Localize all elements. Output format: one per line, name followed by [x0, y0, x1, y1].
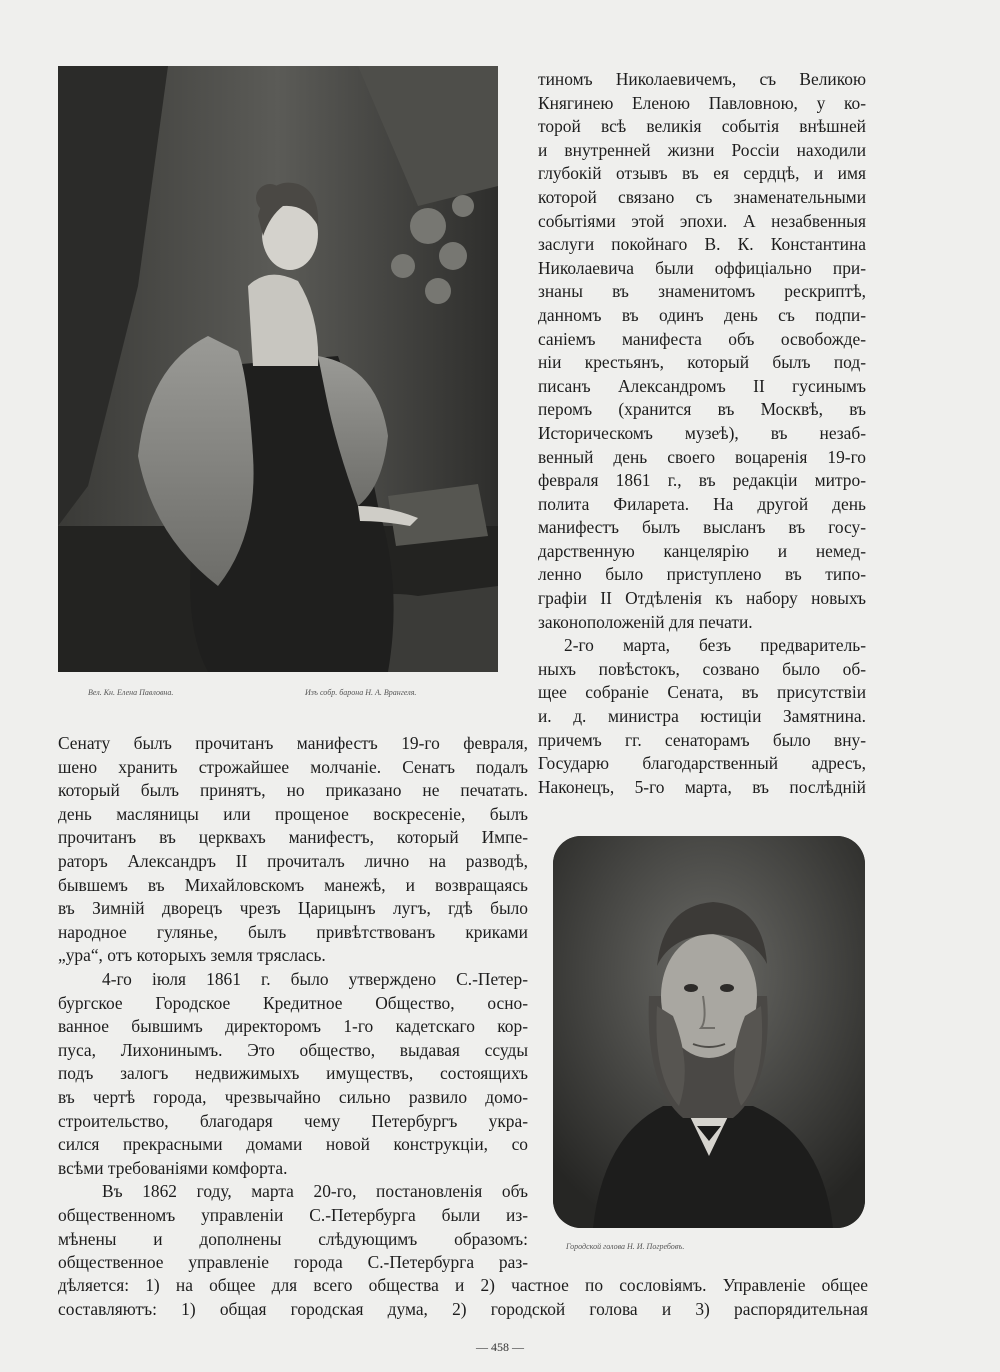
- text-line: составляютъ: 1) общая городская дума, 2) городской голова и 3) распорядительная: [58, 1298, 868, 1319]
- left-column-text-b: [58, 968, 528, 1275]
- text-line: Въ 1862 году, марта 20-го, постановленія объ: [102, 1181, 528, 1202]
- text-line: 4-го іюля 1861 г. было утверждено С.-Петер-: [102, 969, 528, 989]
- text-line: прочитанъ въ церквахъ манифестъ, который Импе-: [58, 827, 528, 848]
- text-line: знаны въ знаменитомъ рескриптѣ,: [538, 281, 866, 302]
- portrait-pogrebov-engraving: [553, 836, 865, 1228]
- text-line: который былъ принятъ, но приказано не печатать.: [58, 780, 528, 801]
- text-line: бывшемъ въ Михайловскомъ манежѣ, и возвращаясь: [58, 874, 528, 895]
- text-line: народное гулянье, былъ привѣтствованъ криками: [58, 921, 528, 942]
- text-line: событіями этой эпохи. А незабвенныя: [538, 210, 866, 231]
- text-line: причемъ гг. сенаторамъ было вну-: [538, 729, 866, 750]
- text-line: Государю благодарственный адресъ,: [538, 753, 866, 774]
- text-line: перомъ (хранится въ Москвѣ, въ: [538, 399, 866, 420]
- text-line: въ чертѣ города, чрезвычайно сильно развило домо-: [58, 1086, 528, 1107]
- text-line: шено хранить строжайшее молчаніе. Сенатъ подалъ: [58, 756, 528, 777]
- bottom-full-width-text: [58, 1274, 868, 1321]
- text-line: въ Зимній дворецъ чрезъ Царицынъ лугъ, гдѣ было: [58, 898, 528, 919]
- text-line: графіи II Отдѣленія къ набору новыхъ: [538, 588, 866, 609]
- text-line: тиномъ Николаевичемъ, съ Великою: [538, 69, 866, 89]
- portrait-elena-pavlovna: [58, 66, 498, 672]
- text-line: пуса, Лихонинымъ. Это общество, выдавая ссуды: [58, 1039, 528, 1060]
- text-line: общественное управленіе города С.-Петербурга раз-: [58, 1252, 528, 1273]
- text-line: данномъ въ одинъ день съ подпи-: [538, 304, 866, 325]
- text-line: Николаевича были оффиціально при-: [538, 257, 866, 278]
- text-line: саніемъ манифеста объ освобожде-: [538, 328, 866, 349]
- text-line: 2-го марта, безъ предваритель-: [564, 635, 866, 656]
- text-line: и. д. министра юстиціи Замятнина.: [538, 706, 866, 727]
- text-line: бургское Городское Кредитное Общество, осно-: [58, 992, 528, 1013]
- text-line: дарственную канцелярію и немед-: [538, 540, 866, 561]
- text-line: Сенату былъ прочитанъ манифестъ 19-го февраля,: [58, 733, 528, 753]
- text-line: общественномъ управленіи С.-Петербурга были из-: [58, 1204, 528, 1225]
- portrait2-caption: Городской голова Н. И. Погребовъ.: [566, 1242, 685, 1251]
- portrait1-caption-source: Изъ собр. барона Н. А. Врангеля.: [305, 688, 417, 697]
- text-line: Историческомъ музеѣ), въ незаб-: [538, 422, 866, 443]
- text-line: день масляницы или прощеное воскресеніе, былъ: [58, 803, 528, 824]
- text-line: ленно было приступлено въ типо-: [538, 564, 866, 585]
- text-line: раторъ Александръ II прочиталъ лично на разводѣ,: [58, 850, 528, 871]
- text-line: торой всѣ великія событія внѣшней: [538, 116, 866, 137]
- text-line: и внутренней жизни Россіи находили: [538, 139, 866, 160]
- text-line: ніи крестьянъ, который былъ под-: [538, 352, 866, 373]
- portrait-pogrebov: [553, 836, 865, 1228]
- text-line: Наконецъ, 5-го марта, въ послѣдній: [538, 776, 866, 797]
- text-line: которой связано съ знаменательными: [538, 186, 866, 207]
- text-line: дѣляется: 1) на общее для всего общества и 2) частное по сословіямъ. Управленіе общее: [58, 1275, 868, 1295]
- text-line: ванное бывшимъ директоромъ 1-го кадетскаго кор-: [58, 1016, 528, 1037]
- portrait-elena-pavlovna-engraving: [58, 66, 498, 672]
- page-number: — 458 —: [476, 1340, 524, 1354]
- portrait1-caption-name: Вел. Кн. Елена Павловна.: [88, 688, 174, 697]
- text-line: строительство, благодаря чему Петербургъ укра-: [58, 1110, 528, 1131]
- text-line: февраля 1861 г., въ редакціи митро-: [538, 470, 866, 491]
- text-line: писанъ Александромъ II гусинымъ: [538, 375, 866, 396]
- text-line: заслуги покойнаго В. К. Константина: [538, 234, 866, 255]
- text-line: Княгинею Еленою Павловною, у ко-: [538, 92, 866, 113]
- text-line: сился прекрасными домами новой конструкціи, со: [58, 1134, 528, 1155]
- text-line: глубокій отзывъ въ ея сердцѣ, и имя: [538, 163, 866, 184]
- text-line: щее собраніе Сената, въ присутствіи: [538, 682, 866, 703]
- text-line: мѣнены и дополнены слѣдующимъ образомъ:: [58, 1228, 528, 1249]
- text-line: „ура“, отъ которыхъ земля тряслась.: [58, 945, 326, 966]
- text-line: манифестъ былъ высланъ въ госу-: [538, 517, 866, 538]
- text-line: подъ залогъ недвижимыхъ имуществъ, состоящихъ: [58, 1063, 528, 1084]
- text-line: ныхъ повѣстокъ, созвано было об-: [538, 658, 866, 679]
- text-line: законоположеній для печати.: [538, 611, 753, 632]
- right-column-text: [538, 68, 866, 799]
- left-column-text-a: [58, 732, 528, 968]
- text-line: полита Филарета. На другой день: [538, 493, 866, 514]
- text-line: венный день своего воцаренія 19-го: [538, 446, 866, 467]
- text-line: всѣми требованіями комфорта.: [58, 1157, 288, 1178]
